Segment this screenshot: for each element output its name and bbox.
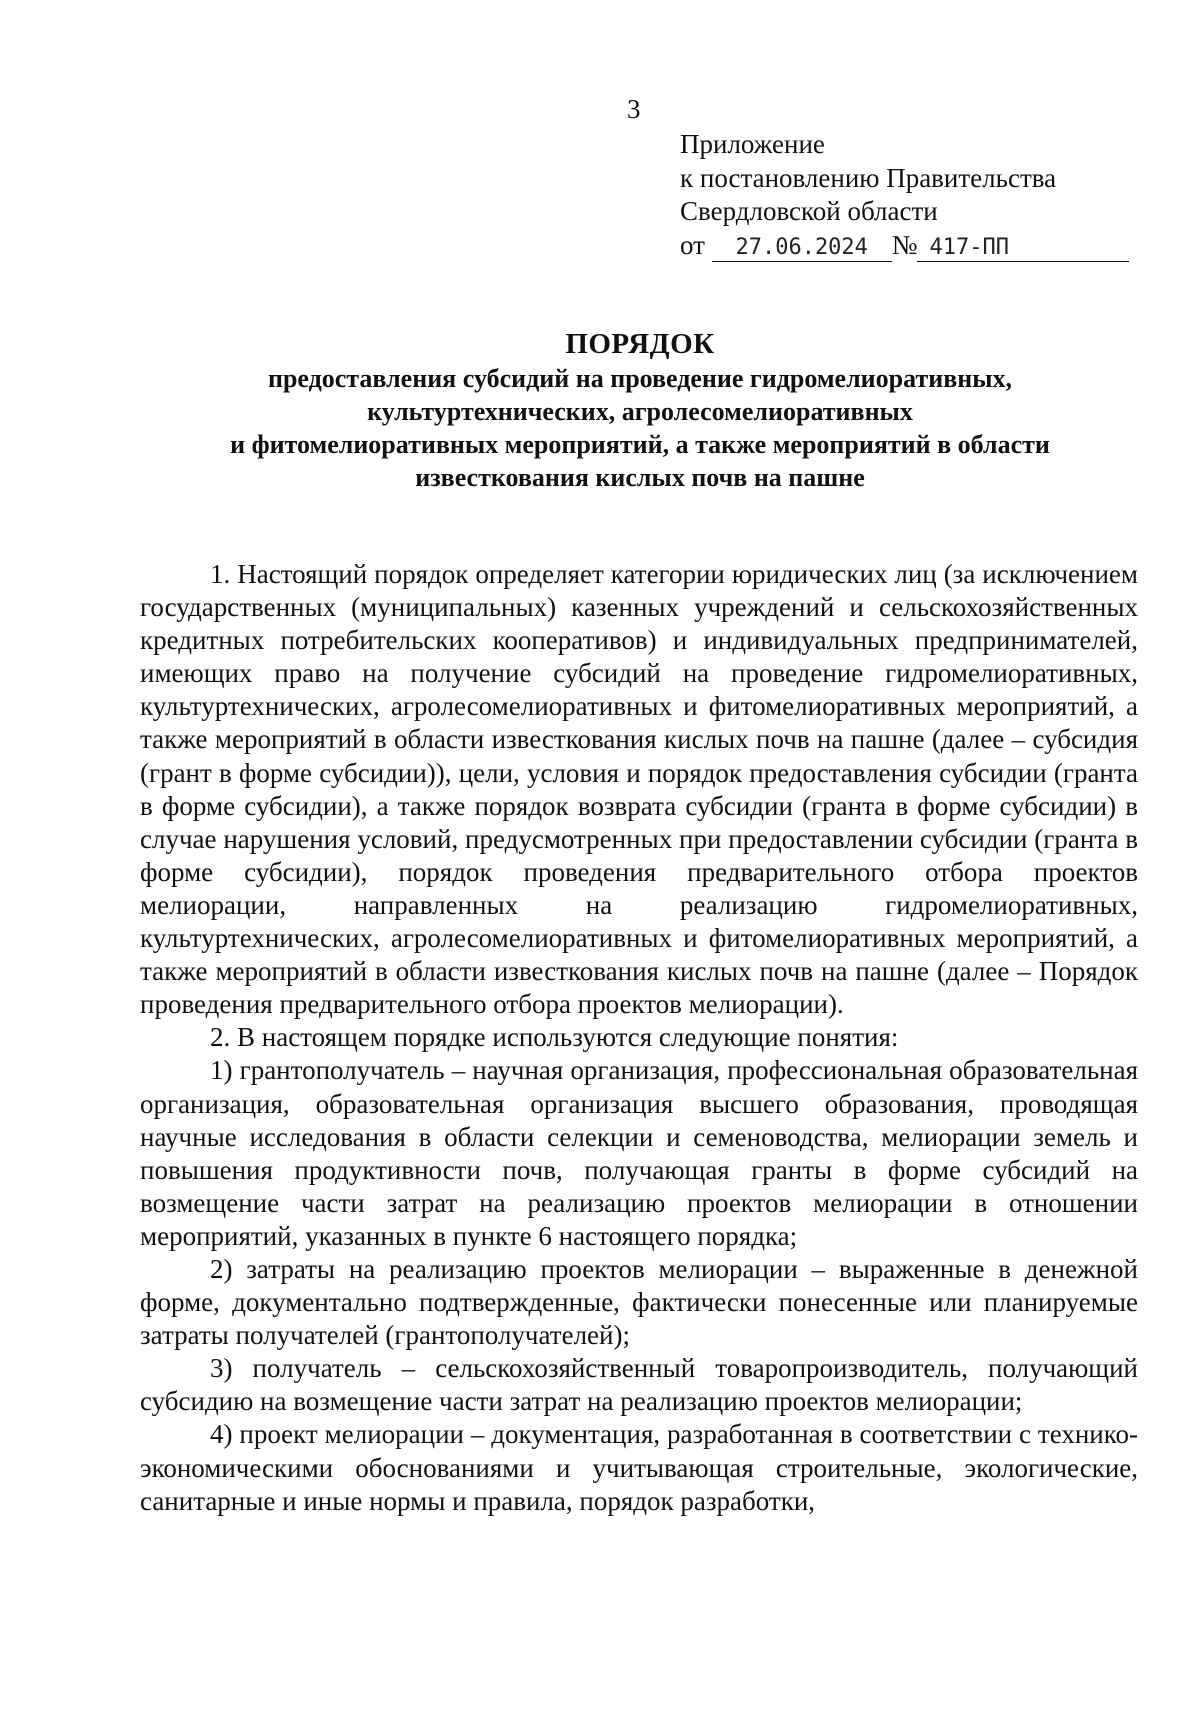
definition-item-2: 2) затраты на реализацию проектов мелиорации – выраженные в денежной форме, документально подтвержденные, фактически понесенные или планируемые затраты получателей (грантополучателей);: [140, 1253, 1138, 1351]
document-body: [140, 558, 1138, 1518]
definition-item-1: 1) грантополучатель – научная организация, профессиональная образовательная организация, образовательная организация высшего образования, проводящая научные исследования в области селекции и семеноводства, мелиорации земель и повышения продуктивности почв, получающая гранты в форме субсидий на возмещение части затрат на реализацию проектов мелиорации в отношении мероприятий, указанных в пункте 6 настоящего порядка;: [140, 1055, 1138, 1251]
title-sub-line: культуртехнических, агролесомелиоративных: [367, 397, 913, 426]
number-sign: №: [891, 229, 918, 260]
paragraph-2: 2. В настоящем порядке используются следующие понятия:: [210, 1022, 899, 1053]
title-main: ПОРЯДОК: [565, 328, 715, 360]
date-value: 27.06.2024: [712, 235, 892, 262]
annex-block: [680, 128, 1129, 262]
page-number: 3: [627, 94, 641, 124]
title-sub-line: известкования кислых почв на пашне: [415, 463, 865, 492]
definition-item-4: 4) проект мелиорации – документация, разработанная в соответствии с технико-экономическими обоснованиями и учитывающая строительные, экологические, санитарные и иные нормы и правила, порядок разработки,: [140, 1419, 1138, 1516]
paragraph-1: 1. Настоящий порядок определяет категории юридических лиц (за исключением государственных (муниципальных) казенных учреждений и сельскохозяйственных кредитных потребительских кооперативов) и индивидуальных предпринимателей, имеющих право на получение субсидий на проведение гидромелиоративных, культуртехнических, агролесомелиоративных и фитомелиоративных мероприятий, а также мероприятий в области известкования кислых почв на пашне (далее – субсидия (грант в форме субсидии)), цели, условия и порядок предоставления субсидии (гранта в форме субсидии), а также порядок возврата субсидии (гранта в форме субсидии) в случае нарушения условий, предусмотренных при предоставлении субсидии (гранта в форме субсидии), порядок проведения предварительного отбора проектов мелиорации, направленных на реализацию гидромелиоративных, культуртехнических, агролесомелиоративных и фитомелиоративных мероприятий, а также мероприятий в области известкования кислых почв на пашне (далее – Порядок проведения предварительного отбора проектов мелиорации).: [140, 559, 1138, 1020]
title-sub-line: и фитомелиоративных мероприятий, а также мероприятий в области: [230, 430, 1050, 459]
date-prefix: от: [680, 229, 705, 260]
annex-line-1: Приложение: [680, 129, 825, 159]
document-title: [140, 326, 1140, 494]
annex-line-3: Свердловской области: [680, 196, 938, 226]
annex-line-2: к постановлению Правительства: [680, 162, 1057, 193]
definition-item-3: 3) получатель – сельскохозяйственный товаропроизводитель, получающий субсидию на возмещение части затрат на реализацию проектов мелиорации;: [140, 1353, 1138, 1417]
annex-date-line: [680, 229, 1129, 263]
number-value: 417-ПП: [917, 235, 1129, 262]
title-sub-line: предоставления субсидий на проведение гидромелиоративных,: [267, 364, 1013, 393]
